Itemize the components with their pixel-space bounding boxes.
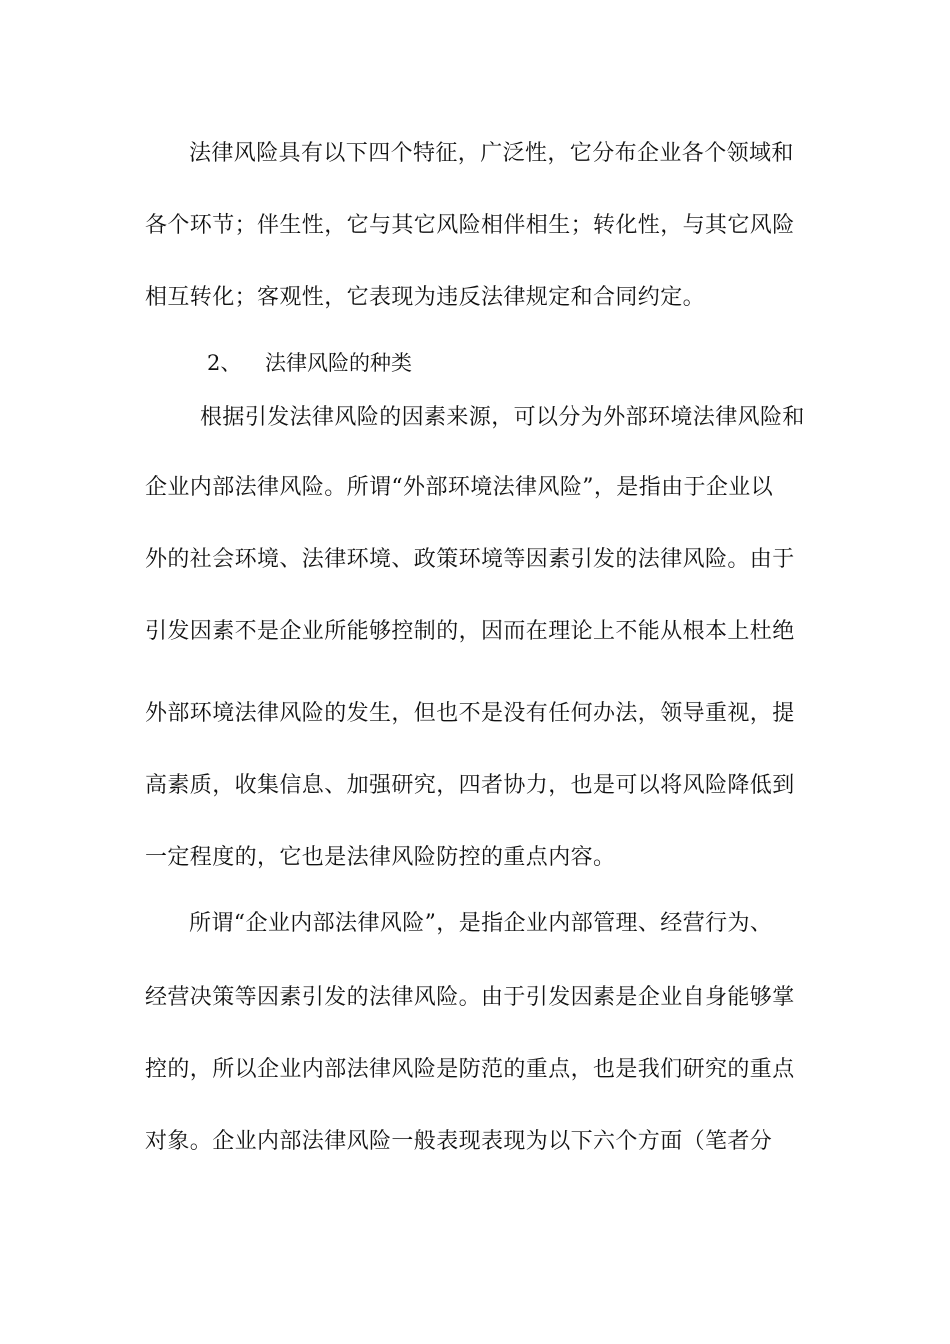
section-title: 法律风险的种类 [265, 351, 412, 375]
paragraph-2-line-3: 外的社会环境、法律环境、政策环境等因素引发的法律风险。由于 [145, 547, 795, 572]
section-heading [207, 348, 412, 378]
paragraph-2-line-7: 一定程度的，它也是法律风险防控的重点内容。 [145, 845, 616, 870]
section-number: 2、 [207, 351, 242, 375]
paragraph-1-line-1: 法律风险具有以下四个特征，广泛性，它分布企业各个领域和 [189, 141, 794, 166]
paragraph-3-line-1: 所谓“企业内部法律风险”，是指企业内部管理、经营行为、 [189, 911, 773, 936]
paragraph-3-line-2: 经营决策等因素引发的法律风险。由于引发因素是企业自身能够掌 [145, 985, 795, 1010]
paragraph-2-line-1: 根据引发法律风险的因素来源，可以分为外部环境法律风险和 [200, 405, 805, 430]
paragraph-3-line-4: 对象。企业内部法律风险一般表现表现为以下六个方面（笔者分 [145, 1129, 773, 1154]
paragraph-2-line-5: 外部环境法律风险的发生，但也不是没有任何办法，领导重视，提 [145, 701, 795, 726]
paragraph-2-line-6: 高素质，收集信息、加强研究，四者协力，也是可以将风险降低到 [145, 773, 795, 798]
paragraph-3-line-3: 控的，所以企业内部法律风险是防范的重点，也是我们研究的重点 [145, 1057, 795, 1082]
paragraph-2-line-4: 引发因素不是企业所能够控制的，因而在理论上不能从根本上杜绝 [145, 619, 795, 644]
paragraph-1-line-3: 相互转化；客观性，它表现为违反法律规定和合同约定。 [145, 285, 706, 310]
paragraph-2-line-2: 企业内部法律风险。所谓“外部环境法律风险”，是指由于企业以 [145, 475, 774, 500]
paragraph-1-line-2: 各个环节；伴生性，它与其它风险相伴相生；转化性，与其它风险 [145, 213, 795, 238]
